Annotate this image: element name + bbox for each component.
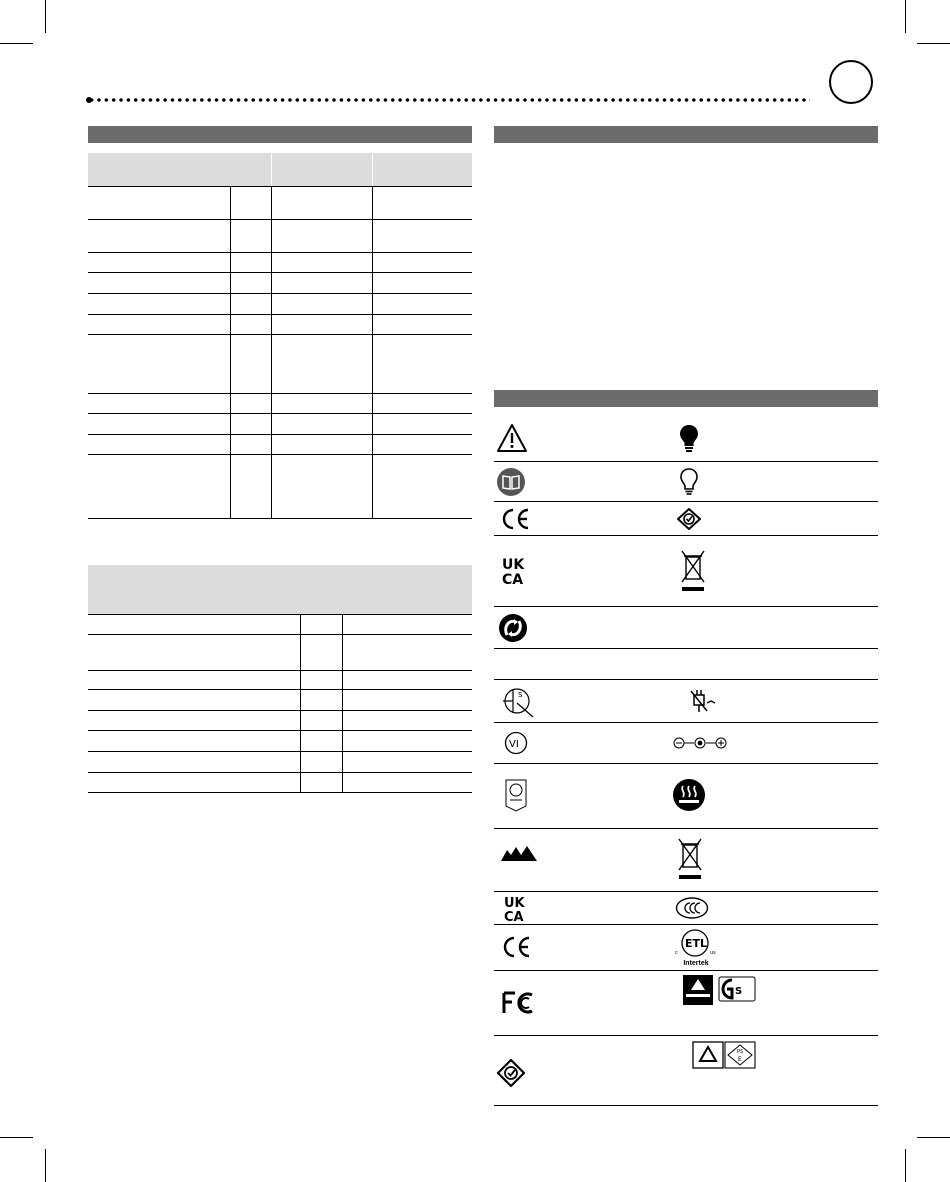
table-row bbox=[88, 690, 472, 711]
svg-text:us: us bbox=[710, 950, 716, 956]
crop-mark bbox=[45, 0, 46, 33]
table-row bbox=[88, 394, 472, 414]
ccc-mark-icon bbox=[675, 897, 709, 919]
svg-text:c: c bbox=[675, 950, 678, 956]
unplug-icon bbox=[689, 689, 717, 715]
table-row bbox=[88, 635, 472, 671]
ce-mark-icon bbox=[500, 507, 532, 531]
symbol-row bbox=[494, 536, 878, 607]
table-row bbox=[88, 731, 472, 752]
svg-text:CA: CA bbox=[502, 572, 524, 586]
ukca-mark-icon bbox=[500, 556, 530, 586]
svg-text:PS: PS bbox=[737, 1049, 744, 1055]
manufacturer-icon bbox=[501, 844, 537, 862]
crop-mark bbox=[0, 1137, 33, 1138]
crop-mark bbox=[45, 1149, 46, 1182]
rcm-mark-icon bbox=[676, 507, 702, 531]
symbol-row bbox=[494, 764, 878, 829]
table-row bbox=[88, 294, 472, 315]
dotted-header-rule bbox=[88, 96, 810, 104]
page-badge bbox=[829, 60, 873, 104]
table-row bbox=[88, 435, 472, 455]
ukca-mark-icon bbox=[502, 895, 532, 923]
table-row bbox=[88, 671, 472, 690]
table-row bbox=[88, 455, 472, 519]
left-section-bar bbox=[88, 126, 472, 143]
rcm-mark-icon bbox=[496, 1058, 526, 1088]
symbol-row bbox=[494, 502, 878, 536]
symbol-row bbox=[494, 723, 878, 764]
symbol-row bbox=[494, 925, 878, 971]
table-row bbox=[88, 615, 472, 635]
table-row bbox=[88, 414, 472, 435]
symbol-row bbox=[494, 408, 878, 462]
symbol-row bbox=[494, 680, 878, 723]
crop-mark bbox=[917, 1137, 950, 1138]
crop-mark bbox=[917, 43, 950, 44]
symbol-row bbox=[494, 1036, 878, 1106]
table-row bbox=[88, 187, 472, 220]
crop-mark bbox=[905, 1149, 906, 1182]
specifications-table bbox=[88, 153, 472, 519]
left-section-title bbox=[88, 128, 94, 142]
hot-surface-icon bbox=[672, 778, 706, 812]
svg-text:S: S bbox=[518, 691, 523, 699]
symbol-row bbox=[494, 649, 878, 680]
weee-bin-icon bbox=[677, 837, 703, 881]
svg-text:UK: UK bbox=[502, 557, 525, 573]
symbol-row bbox=[494, 462, 878, 502]
fcc-mark-icon bbox=[502, 991, 538, 1015]
symbols-table bbox=[494, 408, 878, 1106]
crop-mark bbox=[905, 0, 906, 33]
dc-polarity-icon bbox=[672, 736, 728, 750]
symbol-row bbox=[494, 892, 878, 925]
symbol-row bbox=[494, 829, 878, 892]
table-row bbox=[88, 273, 472, 294]
warning-triangle-icon bbox=[496, 423, 528, 453]
secondary-table bbox=[88, 565, 472, 793]
table-row bbox=[88, 711, 472, 731]
right-section-title bbox=[494, 128, 500, 142]
symbols-section-bar bbox=[494, 390, 878, 407]
lightbulb-outline-icon bbox=[679, 467, 699, 497]
svg-text:CA: CA bbox=[504, 910, 524, 923]
table-row bbox=[88, 253, 472, 273]
table-row bbox=[88, 315, 472, 335]
table-row bbox=[88, 335, 472, 394]
symbol-row bbox=[494, 607, 878, 649]
lightbulb-filled-icon bbox=[679, 424, 699, 454]
right-section-bar bbox=[494, 126, 878, 143]
symbols-section-title bbox=[494, 392, 500, 406]
tuv-gs-mark-icon bbox=[682, 974, 762, 1006]
weee-bin-icon bbox=[680, 549, 706, 593]
table-row bbox=[88, 752, 472, 773]
svg-text:ETL: ETL bbox=[685, 937, 708, 950]
manual-book-icon bbox=[496, 467, 526, 497]
table-row bbox=[88, 220, 472, 253]
symbol-row bbox=[494, 971, 878, 1036]
table-row bbox=[88, 773, 472, 793]
etl-intertek-icon bbox=[674, 928, 718, 968]
safety-transformer-icon bbox=[499, 685, 535, 719]
table-header bbox=[88, 153, 472, 187]
indoor-use-icon bbox=[504, 778, 528, 812]
svg-text:VI: VI bbox=[509, 739, 519, 750]
svg-text:E: E bbox=[738, 1056, 742, 1063]
efficiency-vi-icon bbox=[504, 731, 528, 755]
ce-mark-icon bbox=[501, 935, 533, 959]
crop-mark bbox=[0, 43, 33, 44]
svg-text:UK: UK bbox=[504, 896, 525, 911]
svg-text:S: S bbox=[735, 986, 743, 997]
intertek-label: Intertek bbox=[683, 960, 709, 967]
table-header bbox=[88, 565, 472, 615]
tuv-pse-mark-icon bbox=[692, 1041, 758, 1069]
green-dot-icon bbox=[498, 613, 528, 643]
